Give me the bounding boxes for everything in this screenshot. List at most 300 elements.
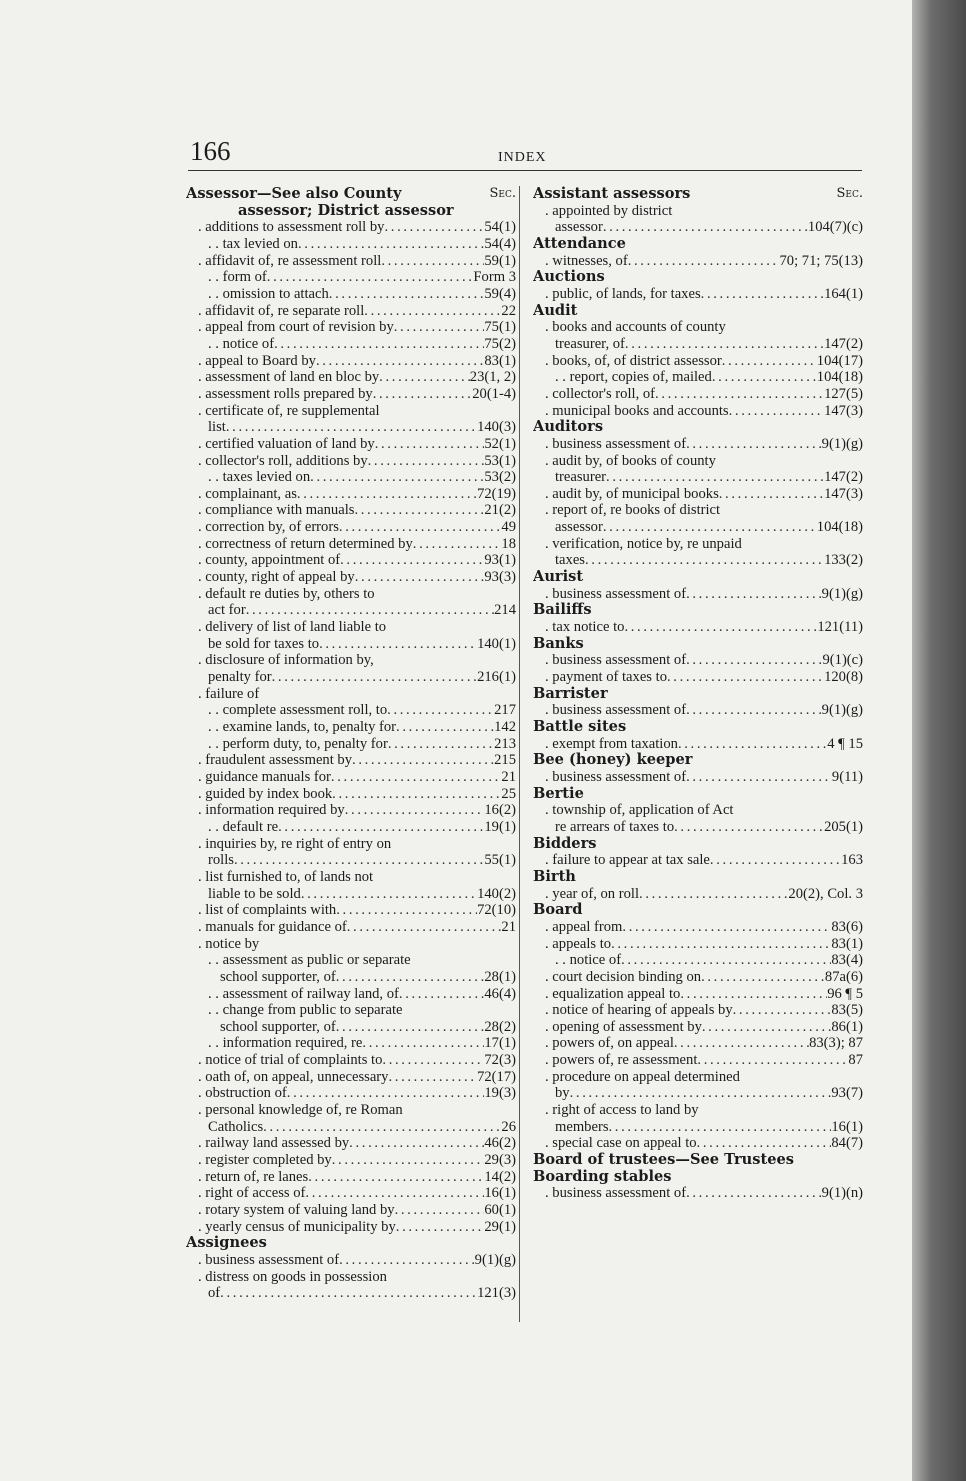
index-entry xyxy=(186,1185,516,1202)
entry-text: . business assessment of xyxy=(198,1252,340,1268)
entry-text: by xyxy=(555,1085,570,1102)
section-reference: 104(7)(c) xyxy=(807,219,863,236)
section-reference: 83(1) xyxy=(831,935,863,952)
dot-leader xyxy=(686,1185,822,1202)
dot-leader xyxy=(381,253,484,270)
dot-leader xyxy=(336,902,477,919)
index-entry xyxy=(186,1219,516,1236)
section-reference: 83(4) xyxy=(831,952,863,969)
entry-text: . county, right of appeal by xyxy=(198,569,355,586)
section-reference: 120(8) xyxy=(824,669,863,686)
index-heading xyxy=(533,1152,863,1169)
heading-text: Auditors xyxy=(533,419,604,436)
index-entry xyxy=(533,669,863,686)
index-entry xyxy=(186,1202,516,1219)
dot-leader xyxy=(396,719,494,736)
index-entry xyxy=(186,219,516,236)
section-reference: 83(5) xyxy=(831,1002,863,1019)
dot-leader xyxy=(611,936,831,953)
entry-text: . township of, application of Act xyxy=(545,802,734,819)
entry-text: . list of complaints with xyxy=(198,902,337,919)
index-entry xyxy=(533,253,863,270)
index-entry xyxy=(533,1185,863,1202)
index-entry xyxy=(533,369,863,386)
entry-text: . guided by index book xyxy=(198,785,333,802)
entry-text: . compliance with manuals xyxy=(198,502,355,519)
dot-leader xyxy=(622,919,831,936)
dot-leader xyxy=(386,619,516,636)
index-entry xyxy=(186,1085,516,1102)
index-column-right xyxy=(533,186,863,1202)
index-entry xyxy=(533,403,863,420)
index-entry xyxy=(186,1152,516,1169)
dot-leader xyxy=(625,336,824,353)
dot-leader xyxy=(388,736,494,753)
index-entry xyxy=(186,369,516,386)
dot-leader xyxy=(603,519,817,536)
index-entry xyxy=(186,1119,516,1136)
index-entry xyxy=(186,552,516,569)
entry-text: . rotary system of valuing land by xyxy=(198,1202,395,1219)
section-label: Sec. xyxy=(489,186,516,201)
index-entry xyxy=(186,1269,516,1286)
dot-leader xyxy=(373,386,473,403)
entry-text: . affidavit of, re separate roll xyxy=(198,302,365,319)
section-reference: 70; 71; 75(13) xyxy=(779,252,863,269)
entry-text: . notice by xyxy=(198,935,260,952)
index-entry xyxy=(533,552,863,569)
section-reference: 133(2) xyxy=(824,552,863,569)
section-reference: 9(1)(n) xyxy=(821,1185,863,1202)
entry-text: . appeal from xyxy=(545,918,623,935)
section-reference: 25 xyxy=(501,785,516,802)
index-heading xyxy=(533,1169,863,1186)
section-reference: 18 xyxy=(501,535,516,552)
index-heading xyxy=(533,419,863,436)
dot-leader xyxy=(375,586,516,603)
section-reference: 104(18) xyxy=(816,369,863,386)
dot-leader xyxy=(740,1069,863,1086)
dot-leader xyxy=(355,569,485,586)
index-column-left xyxy=(186,186,516,1302)
index-entry xyxy=(186,1052,516,1069)
entry-text: . personal knowledge of, re Roman xyxy=(198,1102,403,1119)
index-entry xyxy=(533,1002,863,1019)
index-entry xyxy=(186,769,516,786)
entry-text: . payment of taxes to xyxy=(545,669,667,686)
entry-text: treasurer, of xyxy=(555,335,625,352)
heading-text: Barrister xyxy=(533,685,608,702)
index-entry xyxy=(186,919,516,936)
index-entry xyxy=(186,952,516,969)
section-reference: 16(1) xyxy=(484,1185,516,1202)
index-entry xyxy=(186,1135,516,1152)
entry-text: . fraudulent assessment by xyxy=(198,752,353,769)
index-entry xyxy=(533,986,863,1003)
index-entry xyxy=(186,936,516,953)
index-entry xyxy=(533,1102,863,1119)
index-heading xyxy=(533,786,863,803)
dot-leader xyxy=(621,952,831,969)
section-reference: 21(2) xyxy=(484,502,516,519)
dot-leader xyxy=(316,353,484,370)
section-reference: 72(17) xyxy=(477,1068,516,1085)
dot-leader xyxy=(384,219,484,236)
index-entry xyxy=(533,819,863,836)
entry-text: taxes xyxy=(555,552,585,569)
heading-text: Board of trustees—See Trustees xyxy=(533,1152,794,1169)
dot-leader xyxy=(719,486,824,503)
dot-leader xyxy=(585,552,824,569)
section-label: Sec. xyxy=(836,186,863,201)
dot-leader xyxy=(388,1069,477,1086)
index-entry xyxy=(186,752,516,769)
dot-leader xyxy=(667,669,824,686)
section-reference: 164(1) xyxy=(824,285,863,302)
dot-leader xyxy=(729,403,824,420)
section-reference: 26 xyxy=(501,1118,516,1135)
index-entry xyxy=(533,469,863,486)
index-entry xyxy=(186,569,516,586)
heading-text: Audit xyxy=(533,302,578,319)
dot-leader xyxy=(329,286,485,303)
index-entry xyxy=(186,336,516,353)
index-entry xyxy=(186,502,516,519)
index-entry xyxy=(186,902,516,919)
entry-text: . assessment of land en bloc by xyxy=(198,369,380,386)
section-reference: 216(1) xyxy=(477,669,516,686)
dot-leader xyxy=(347,919,502,936)
section-reference: 93(3) xyxy=(484,569,516,586)
index-entry xyxy=(186,419,516,436)
dot-leader xyxy=(246,602,494,619)
section-reference: 72(3) xyxy=(484,1052,516,1069)
dot-leader xyxy=(298,236,484,253)
section-reference: 214 xyxy=(494,602,516,619)
index-entry xyxy=(186,669,516,686)
index-entry xyxy=(186,403,516,420)
entry-text: school supporter, of xyxy=(220,968,336,985)
entry-text: . manuals for guidance of xyxy=(198,918,347,935)
section-reference: 140(3) xyxy=(477,419,516,436)
dot-leader xyxy=(399,986,484,1003)
dot-leader xyxy=(319,636,477,653)
dot-leader xyxy=(267,269,474,286)
dot-leader xyxy=(742,536,863,553)
entry-text: re arrears of taxes to xyxy=(555,818,675,835)
entry-text: . . assessment as public or separate xyxy=(208,952,411,969)
index-entry xyxy=(533,1085,863,1102)
dot-leader xyxy=(733,1002,832,1019)
entry-text: . . notice of xyxy=(208,335,275,352)
entry-text: assessor xyxy=(555,219,603,236)
entry-text: . list furnished to, of lands not xyxy=(198,868,374,885)
entry-text: . . report, copies of, mailed xyxy=(555,369,712,386)
index-entry xyxy=(186,486,516,503)
index-entry xyxy=(186,319,516,336)
index-entry xyxy=(533,1052,863,1069)
section-reference: 140(1) xyxy=(477,635,516,652)
entry-text: . witnesses, of xyxy=(545,252,628,269)
section-reference: 75(1) xyxy=(484,319,516,336)
entry-text: . equalization appeal to xyxy=(545,985,681,1002)
index-entry xyxy=(533,936,863,953)
dot-leader xyxy=(609,1119,832,1136)
dot-leader xyxy=(345,802,485,819)
dot-leader xyxy=(362,1035,484,1052)
index-entry xyxy=(186,536,516,553)
dot-leader xyxy=(686,586,822,603)
entry-text: . correctness of return determined by xyxy=(198,535,413,552)
index-entry xyxy=(186,469,516,486)
index-heading xyxy=(533,186,863,203)
index-entry xyxy=(533,386,863,403)
index-heading xyxy=(533,569,863,586)
index-entry xyxy=(186,686,516,703)
entry-text: . notice of hearing of appeals by xyxy=(545,1002,733,1019)
index-entry xyxy=(186,269,516,286)
column-divider xyxy=(519,186,520,1322)
dot-leader xyxy=(720,502,863,519)
entry-text: . notice of trial of complaints to xyxy=(198,1052,383,1069)
section-reference: 20(2), Col. 3 xyxy=(788,885,863,902)
section-reference: 147(2) xyxy=(824,469,863,486)
entry-text: . additions to assessment roll by xyxy=(198,219,385,236)
index-entry xyxy=(186,636,516,653)
section-reference: 83(6) xyxy=(831,918,863,935)
index-entry xyxy=(186,253,516,270)
index-entry xyxy=(186,1252,516,1269)
index-entry xyxy=(186,303,516,320)
section-reference: 121(3) xyxy=(477,1285,516,1302)
dot-leader xyxy=(234,852,484,869)
heading-text: Bee (honey) keeper xyxy=(533,752,693,769)
dot-leader xyxy=(686,769,832,786)
entry-text: . information required by xyxy=(198,802,345,819)
entry-text: rolls xyxy=(208,852,234,869)
section-reference: 17(1) xyxy=(484,1035,516,1052)
dot-leader xyxy=(349,1135,484,1152)
entry-text: . . change from public to separate xyxy=(208,1002,403,1019)
section-reference: 142 xyxy=(494,719,516,735)
heading-text: Board xyxy=(533,902,583,919)
entry-text: . books, of, of district assessor xyxy=(545,352,722,369)
entry-text: . default re duties by, others to xyxy=(198,585,375,602)
entry-text: . failure to appear at tax sale xyxy=(545,852,710,869)
dot-leader xyxy=(570,1085,832,1102)
dot-leader xyxy=(697,1135,832,1152)
index-entry xyxy=(186,236,516,253)
index-entry xyxy=(533,336,863,353)
dot-leader xyxy=(387,1269,516,1286)
dot-leader xyxy=(387,702,494,719)
dot-leader xyxy=(259,686,516,703)
section-reference: 140(2) xyxy=(477,885,516,902)
index-entry xyxy=(533,1019,863,1036)
entry-text: . oath of, on appeal, unnecessary xyxy=(198,1068,389,1085)
index-entry xyxy=(533,286,863,303)
dot-leader xyxy=(379,369,470,386)
section-reference: 52(1) xyxy=(484,435,516,452)
entry-text: . powers of, on appeal xyxy=(545,1035,674,1052)
book-gutter xyxy=(912,0,966,1481)
section-reference: 23(1, 2) xyxy=(469,369,516,386)
entry-text: . complainant, as xyxy=(198,485,297,502)
entry-text: . powers of, re assessment xyxy=(545,1052,698,1069)
dot-leader xyxy=(339,1252,475,1269)
section-reference: 29(1) xyxy=(484,1218,516,1235)
entry-text: . right of access to land by xyxy=(545,1102,699,1119)
index-entry xyxy=(533,702,863,719)
entry-text: . audit by, of books of county xyxy=(545,452,716,469)
entry-text: . assessment rolls prepared by xyxy=(198,385,373,402)
index-heading xyxy=(533,869,863,886)
index-heading xyxy=(533,269,863,286)
section-reference: 9(1)(g) xyxy=(821,702,863,719)
index-entry xyxy=(186,1002,516,1019)
entry-text: . business assessment of xyxy=(545,585,687,602)
entry-text: liable to be sold xyxy=(208,885,301,902)
entry-text: act for xyxy=(208,602,246,619)
dot-leader xyxy=(340,552,484,569)
section-reference: 19(3) xyxy=(484,1085,516,1102)
index-heading xyxy=(533,719,863,736)
entry-text: of xyxy=(208,1285,221,1302)
dot-leader xyxy=(624,619,817,636)
section-reference: 96 ¶ 5 xyxy=(827,985,863,1002)
dot-leader xyxy=(603,219,808,236)
section-reference: 72(10) xyxy=(477,902,516,919)
index-entry xyxy=(186,786,516,803)
index-entry xyxy=(186,586,516,603)
section-reference: 121(11) xyxy=(817,619,863,636)
entry-text: assessor xyxy=(555,519,603,536)
dot-leader xyxy=(336,1019,485,1036)
index-entry xyxy=(533,436,863,453)
section-reference: 59(1) xyxy=(484,252,516,269)
index-heading xyxy=(533,602,863,619)
entry-text: . report of, re books of district xyxy=(545,502,721,519)
section-reference: 217 xyxy=(494,702,516,719)
entry-text: . railway land assessed by xyxy=(198,1135,350,1152)
entry-text: . county, appointment of xyxy=(198,552,341,569)
entry-text: list xyxy=(208,419,226,436)
dot-leader xyxy=(395,1202,485,1219)
index-entry xyxy=(533,519,863,536)
dot-leader xyxy=(305,1185,484,1202)
section-reference: 84(7) xyxy=(831,1135,863,1152)
dot-leader xyxy=(712,369,817,386)
dot-leader xyxy=(339,519,502,536)
section-reference: 9(1)(c) xyxy=(822,652,863,669)
index-entry xyxy=(533,586,863,603)
index-heading xyxy=(533,836,863,853)
index-entry xyxy=(186,453,516,470)
entry-text: Catholics xyxy=(208,1118,264,1135)
index-entry xyxy=(186,802,516,819)
dot-leader xyxy=(336,969,485,986)
section-reference: 49 xyxy=(501,519,516,536)
index-entry xyxy=(533,969,863,986)
entry-text: . appointed by district xyxy=(545,202,673,219)
entry-text: . . default re xyxy=(208,818,279,835)
entry-text: . yearly census of municipality by xyxy=(198,1218,396,1235)
index-entry xyxy=(186,969,516,986)
dot-leader xyxy=(628,253,780,270)
section-reference: 147(3) xyxy=(824,402,863,419)
heading-continuation: assessor; District assessor xyxy=(238,202,454,219)
section-reference: 83(1) xyxy=(484,352,516,369)
dot-leader xyxy=(674,1035,809,1052)
section-reference: 20(1-4) xyxy=(472,385,516,402)
index-entry xyxy=(533,619,863,636)
entry-text: . disclosure of information by, xyxy=(198,652,374,669)
header-rule xyxy=(188,170,862,171)
index-entry xyxy=(533,852,863,869)
index-entry xyxy=(186,1019,516,1036)
entry-text: . books and accounts of county xyxy=(545,319,726,336)
dot-leader xyxy=(411,952,516,969)
section-reference: 205(1) xyxy=(824,818,863,835)
dot-leader xyxy=(375,436,485,453)
entry-text: . guidance manuals for xyxy=(198,768,331,785)
section-reference: 4 ¶ 15 xyxy=(827,735,863,752)
section-reference: Form 3 xyxy=(473,269,516,286)
entry-text: . inquiries by, re right of entry on xyxy=(198,835,392,852)
entry-text: . obstruction of xyxy=(198,1085,287,1102)
section-reference: 72(19) xyxy=(477,485,516,502)
section-reference: 127(5) xyxy=(824,385,863,402)
entry-text: be sold for taxes to xyxy=(208,635,320,652)
section-reference: 75(2) xyxy=(484,335,516,352)
entry-text: . . perform duty, to, penalty for xyxy=(208,735,388,752)
index-entry xyxy=(533,1119,863,1136)
section-reference: 86(1) xyxy=(831,1018,863,1035)
section-reference: 104(18) xyxy=(816,519,863,536)
dot-leader xyxy=(697,1052,848,1069)
section-reference: 59(4) xyxy=(484,285,516,302)
section-reference: 163 xyxy=(841,852,863,869)
index-heading xyxy=(533,686,863,703)
index-heading xyxy=(186,186,516,203)
index-entry xyxy=(186,886,516,903)
dot-leader xyxy=(655,386,824,403)
entry-text: . business assessment of xyxy=(545,652,687,669)
dot-leader xyxy=(686,436,822,453)
section-reference: 16(1) xyxy=(831,1118,863,1135)
index-heading xyxy=(533,303,863,320)
dot-leader xyxy=(368,453,485,470)
entry-text: . collector's roll, of xyxy=(545,385,656,402)
entry-text: . distress on goods in possession xyxy=(198,1268,387,1285)
heading-text: Assistant assessors xyxy=(533,186,691,202)
index-heading xyxy=(186,1235,516,1252)
section-reference: 21 xyxy=(501,918,516,935)
heading-text: Assignees xyxy=(186,1235,267,1252)
entry-text: . . tax levied on xyxy=(208,235,298,252)
dot-leader xyxy=(639,886,788,903)
index-entry xyxy=(186,1102,516,1119)
entry-text: . certified valuation of land by xyxy=(198,435,375,452)
index-entry xyxy=(533,919,863,936)
entry-text: . court decision binding on xyxy=(545,968,702,985)
entry-text: . exempt from taxation xyxy=(545,735,678,752)
dot-leader xyxy=(287,1085,485,1102)
section-reference: 28(1) xyxy=(484,968,516,985)
dot-leader xyxy=(701,969,825,986)
dot-leader xyxy=(606,469,824,486)
entry-text: . opening of assessment by xyxy=(545,1018,702,1035)
